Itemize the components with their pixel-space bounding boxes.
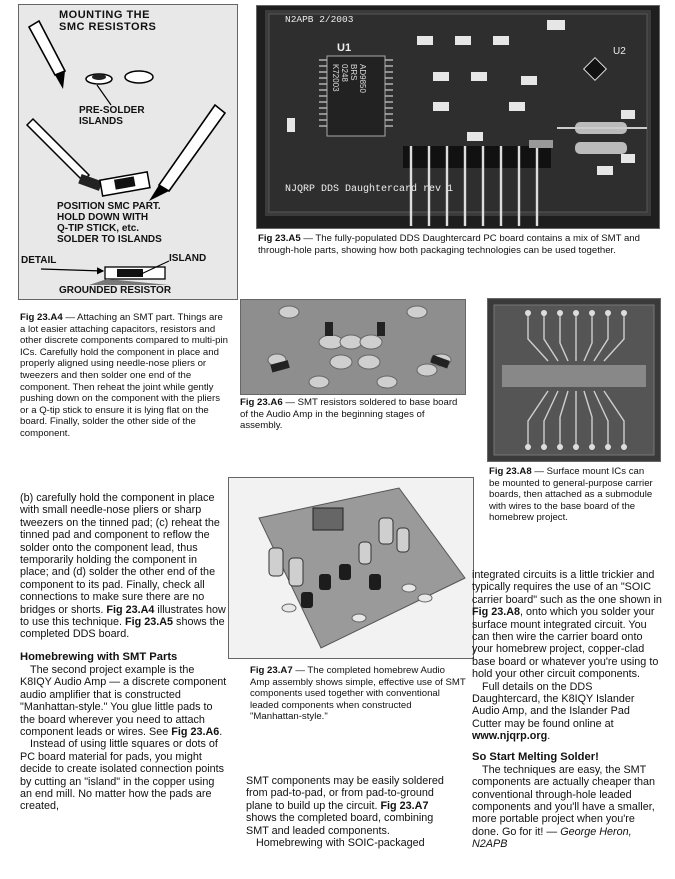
column-3 [472,569,662,851]
fig-a5-label-title: NJQRP DDS Daughtercard rev 1 [285,184,454,195]
author-signature: George Heron, N2APB [472,825,632,851]
fig-a5-caption-text: — The fully-populated DDS Daughtercard PC board contains a mix of SMT and through-hole parts, showing how both packaging technologies can be used together. [258,233,640,256]
fig-a5-label-u2: U2 [613,46,626,57]
fig-a7-caption-label: Fig 23.A7 [250,665,293,676]
fig-a4-caption-text: — Attaching an SMT part. Things are a lot easier attaching capacitors, resistors and other discrete components compared to multi-pin ICs. Carefully hold the component in place and properly aligned using needle-nose pliers or tweezers and then solder one end of the component. Then reheat the joint while gently pushing down on the component with the pliers or a Q-tip stick to ensure it is lying flat on the board. Finally, solder the other side of the component. [20,312,228,439]
column-1 [20,492,228,813]
col2-paragraph-2: Homebrewing with SOIC-packaged [256,837,425,850]
col1-heading: Homebrewing with SMT Parts [20,650,178,663]
fig-a5-label-u1: U1 [337,42,352,54]
fig-a4-label-grounded: GROUNDED RESISTOR [59,285,172,296]
fig-a4-drawing [18,4,238,300]
col3-heading: So Start Melting Solder! [472,750,599,763]
fig-a7-caption-text: — The completed homebrew Audio Amp assembly shows simple, effective use of SMT components used together with conventional leaded components when constructed "Manhattan-style." [250,665,466,723]
fig-a7-caption [250,665,466,723]
fig-a7-photo [228,477,474,659]
fig-a6-image [241,300,465,394]
njqrp-url: www.njqrp.org [472,730,548,743]
col3-paragraph-2: Full details on the DDS Daughtercard, the K8IQY Islander Audio Amp, and the Islander Pad Cutter may be found online at www.njqrp.org. [472,680,635,743]
fig-a6-caption [240,397,464,432]
fig-a5-label-chip: AD9850 BRS 0248 K72003 [331,64,367,93]
fig-a6-caption-label: Fig 23.A6 [240,397,283,408]
fig-a8-photo [487,298,661,462]
col3-paragraph-3: The techniques are easy, the SMT components are actually cheaper than conventional through-hole leaded components and you'll have a smaller, more portable project when you're done. Go for it! — George Heron, N2APB [472,763,656,851]
fig-a6-caption-text: — SMT resistors soldered to base board of the Audio Amp in the beginning stages of assembly. [240,397,458,432]
fig-a4-label-presolder: PRE-SOLDER ISLANDS [79,105,145,127]
col2-paragraph-1: SMT components may be easily soldered from pad-to-pad, or from pad-to-ground plane to build up the circuit. Fig 23.A7 shows the completed board, combining SMT and leaded components. [246,775,444,837]
fig-a4-caption [20,312,228,440]
col1-paragraph-1: (b) carefully hold the component in place with small needle-nose pliers or sharp tweezers on the tinned pad; (c) reheat the tinned pad and component to reflow the solder onto the component lead, thus temporarily holding the component in place; and (d) solder the other end of the component to its pad. Finally, check all connections to make sure there are no bridges or shorts. Fig 23.A4 illustrates how to use this technique. Fig 23.A5 shows the completed DDS board. [20,492,226,641]
col3-paragraph-1: integrated circuits is a little trickier and typically requires the use of an "SOIC carrier board" such as the one shown in Fig 23.A8, onto which you solder your surface mount integrated circuit. You can then wire the carrier board onto your homebrew project, copper-clad base board or whatever you're using to hold your other circuit components. [472,569,662,681]
fig-a8-caption-text: — Surface mount ICs can be mounted to general-purpose carrier boards, then attached as a submodule with wires to the base board of the homebrew project. [489,466,653,524]
fig-a4-label-position: POSITION SMC PART. HOLD DOWN WITH Q-TIP STICK, etc. SOLDER TO ISLANDS [57,201,162,245]
fig-a7-image [229,478,473,658]
fig-a5-photo [256,5,660,229]
fig-a4-caption-label: Fig 23.A4 [20,312,63,323]
fig-a4-label-detail: DETAIL [21,255,57,266]
fig-a6-photo [240,299,466,395]
fig-a8-image [488,299,660,461]
fig-a4-label-island: ISLAND [169,253,207,264]
col1-paragraph-2: The second project example is the K8IQY Audio Amp — a discrete component audio amplifier that is constructed "Manhattan-style." You glue little pads to the board wherever you need to attach component leads or wires. See Fig 23.A6. [20,663,227,738]
fig-a5-caption-label: Fig 23.A5 [258,233,301,244]
column-2 [246,775,456,849]
col1-paragraph-3: Instead of using little squares or dots of PC board material for pads, you might decide to create isolated connection points by cutting an "island" in the copper using an end mill. No matter how the pads are created, [20,738,225,813]
fig-a8-caption [489,466,655,524]
fig-a8-caption-label: Fig 23.A8 [489,466,532,477]
fig-a5-caption [258,233,654,256]
fig-a5-label-callsign: N2APB 2/2003 [285,14,354,25]
fig-a4-label-title: MOUNTING THE SMC RESISTORS [59,9,157,33]
